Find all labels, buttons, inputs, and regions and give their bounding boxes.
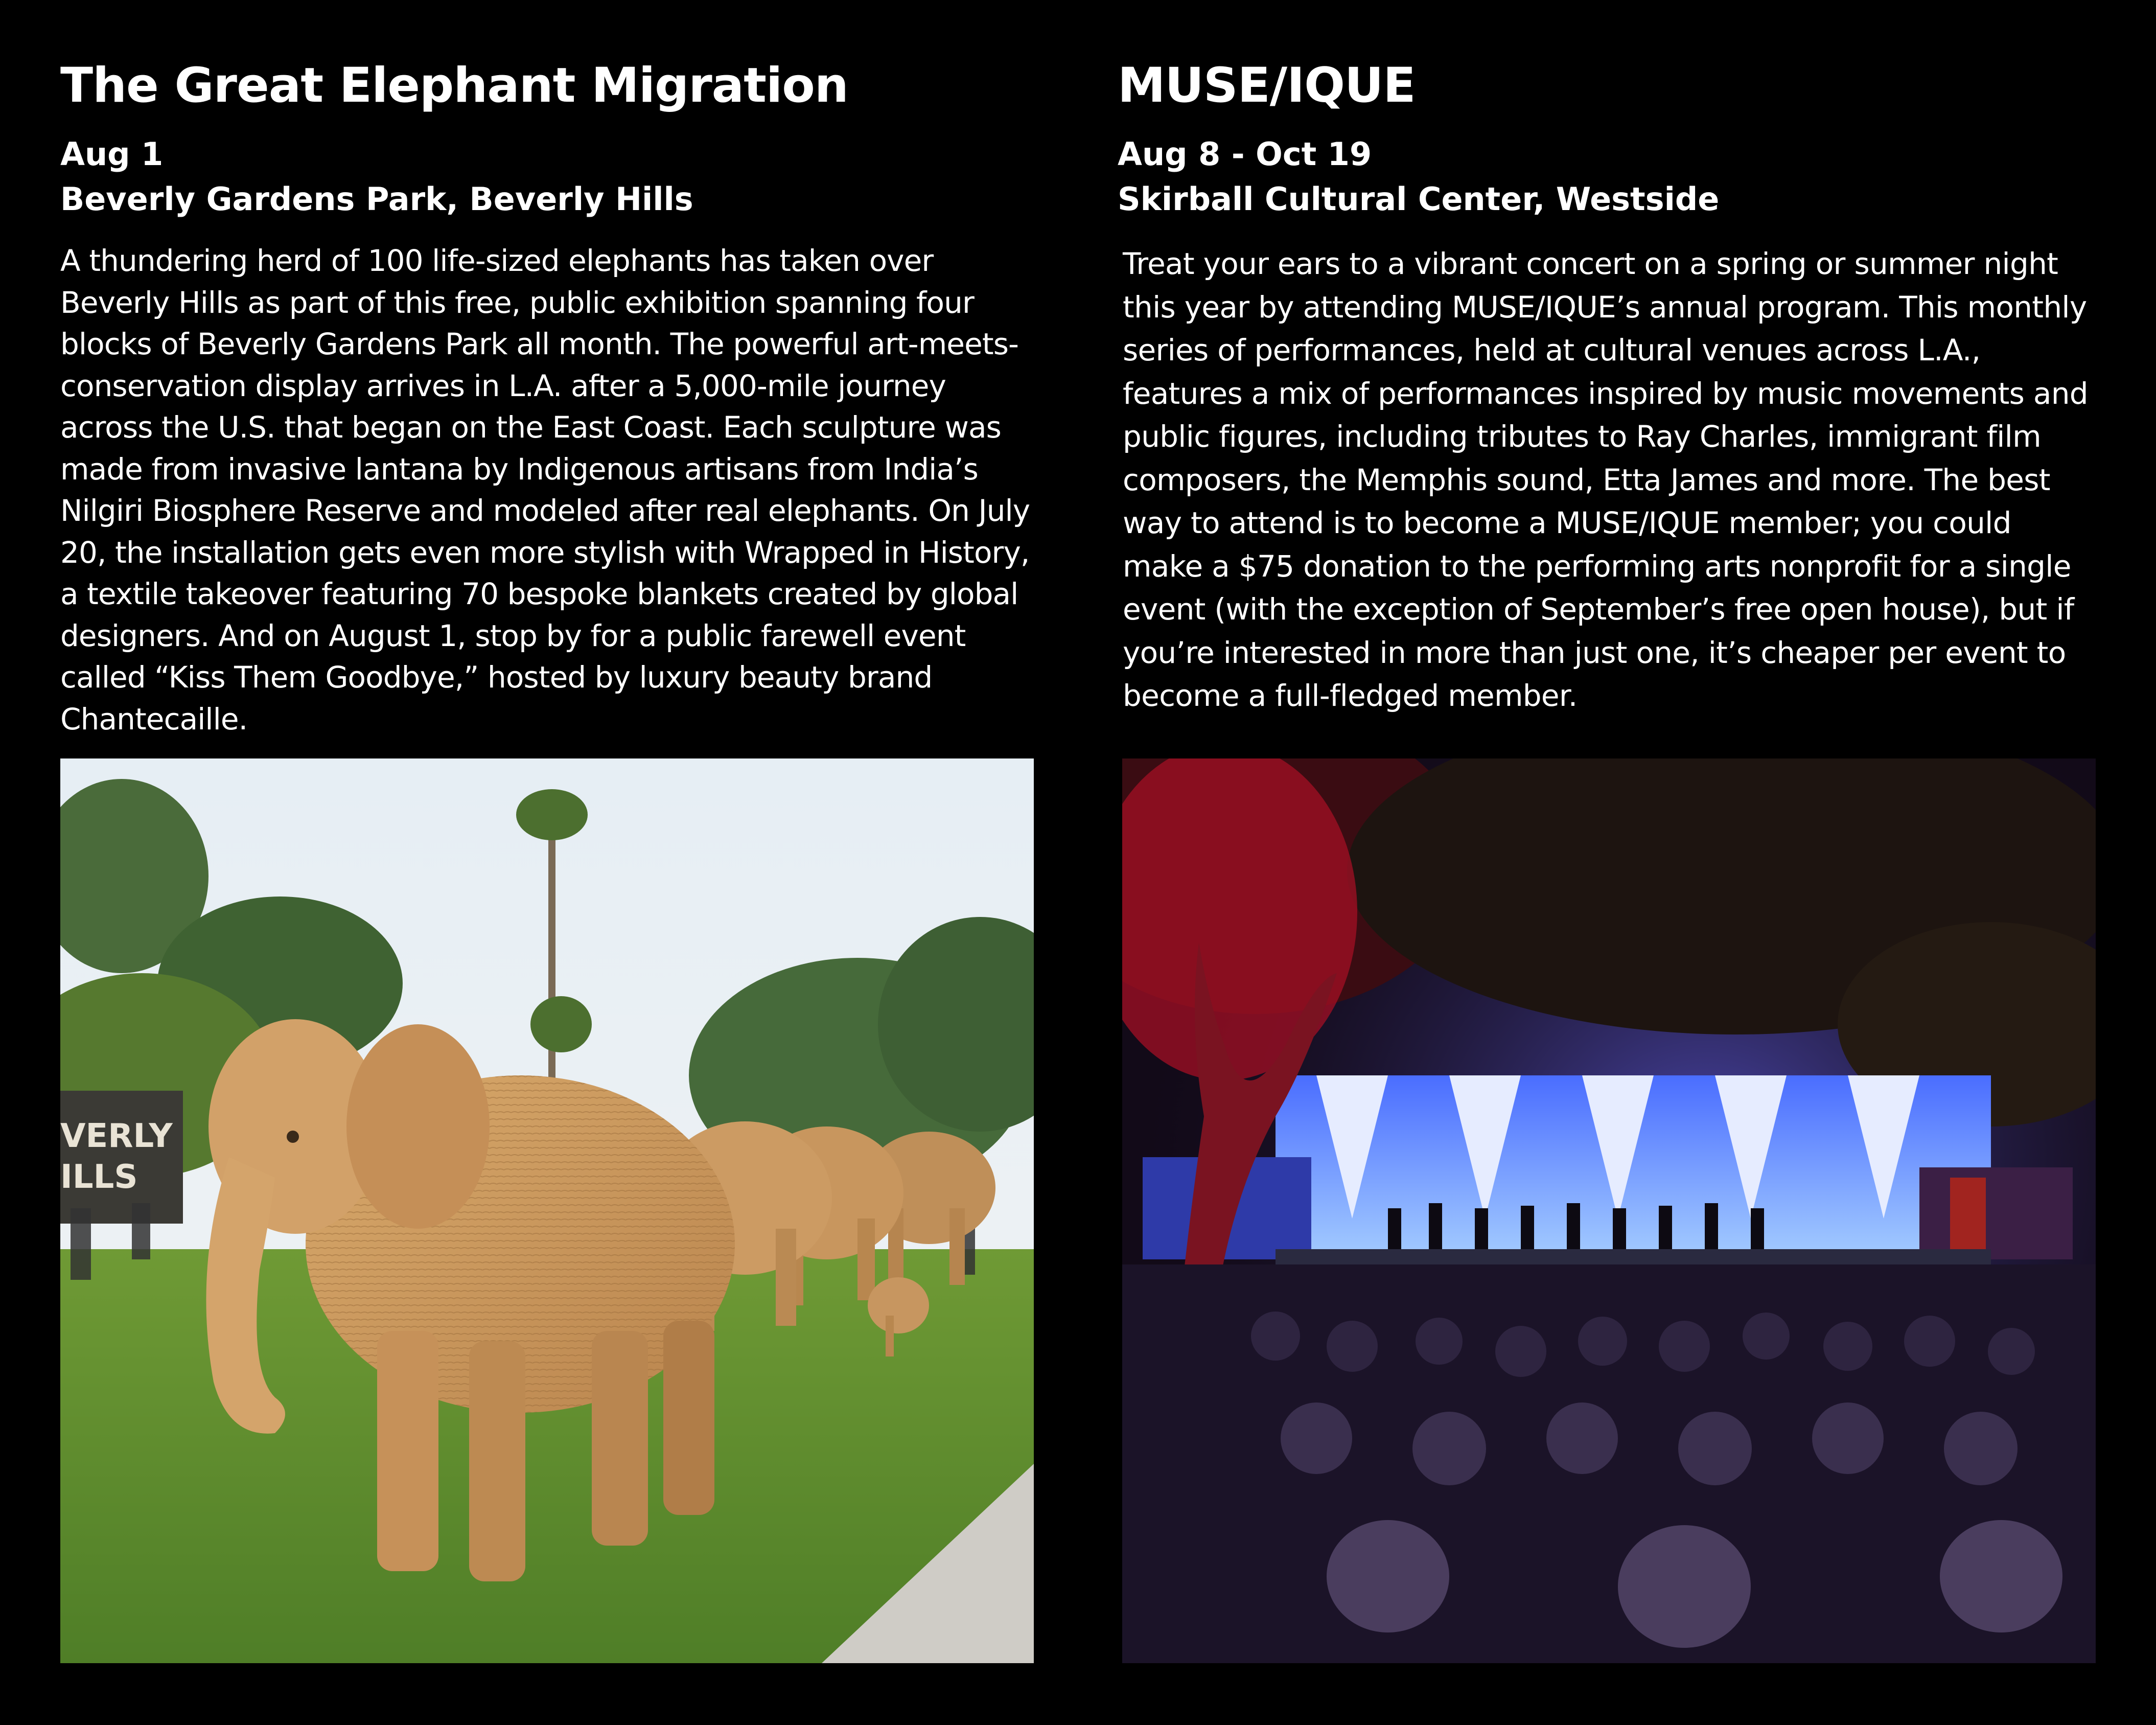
event-venue: Beverly Gardens Park, Beverly Hills [60, 180, 693, 218]
event-title: The Great Elephant Migration [60, 58, 848, 113]
event-description: A thundering herd of 100 life-sized elephants has taken over Beverly Hills as part of this free, public exhibition spanning four blocks of Beverly Gardens Park all month. The powerful art-meets-conservation display arrives in L.A. after a 5,000-mile journey across the U.S. that began on the East Coast. Each sculpture was made from invasive lantana by Indigenous artisans from India’s Nilgiri Biosphere Reserve and modeled after real elephants. On July 20, the installation gets even more stylish with Wrapped in History, a textile takeover featuring 70 bespoke blankets created by global designers. And on August 1, stop by for a public farewell event called “Kiss Them Goodbye,” hosted by luxury beauty brand Chantecaille. [60, 243, 1030, 737]
event-date: Aug 8 - Oct 19 [1118, 135, 1372, 173]
elephant-sculptures-photo [60, 758, 1034, 1663]
outdoor-concert-photo [1122, 758, 2096, 1663]
outdoor-concert-illustration [1122, 758, 2096, 1663]
beverly-hills-sign [60, 1091, 183, 1224]
event-date: Aug 1 [60, 135, 164, 173]
svg-text:VERLY: VERLY [60, 1117, 173, 1155]
elephant-sculptures-illustration [60, 758, 1034, 1663]
audience [1122, 1264, 2096, 1663]
svg-text:ILLS: ILLS [60, 1158, 138, 1196]
event-title: MUSE/IQUE [1118, 58, 1416, 113]
event-description: Treat your ears to a vibrant concert on a spring or summer night this year by attending MUSE/IQUE’s annual program. This monthly series of performances, held at cultural venues across L.A., features a mix of performances inspired by music movements and public figures, including tributes to Ray Charles, immigrant film composers, the Memphis sound, Etta James and more. The best way to attend is to become a MUSE/IQUE member; you could make a $75 donation to the performing arts nonprofit for a single event (with the exception of September’s free open house), but if you’re interested in more than just one, it’s cheaper per event to become a full-fledged member. [1123, 246, 2088, 713]
event-venue: Skirball Cultural Center, Westside [1118, 180, 1720, 218]
